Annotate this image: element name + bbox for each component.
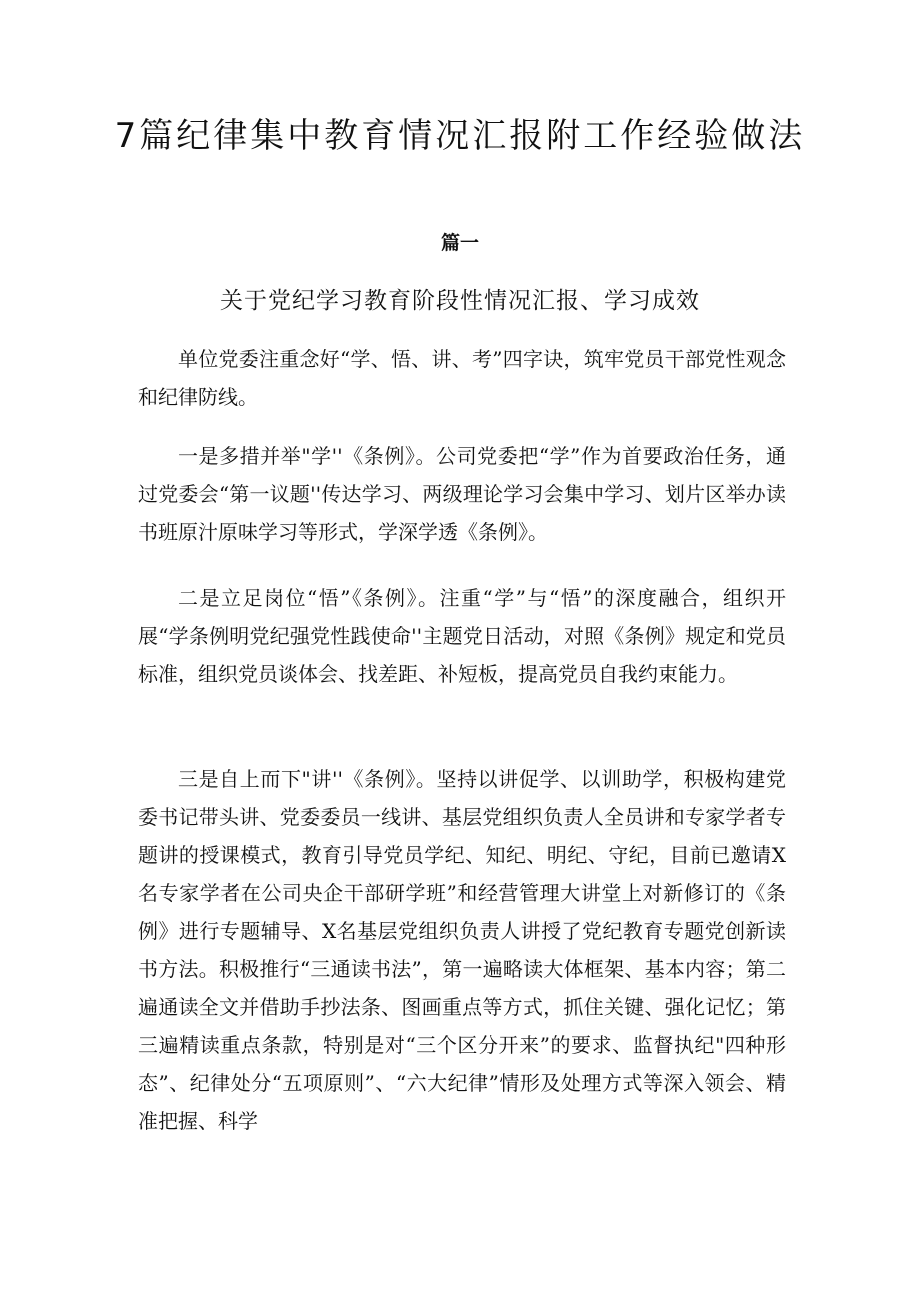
chapter-heading: 篇一 (440, 232, 479, 254)
section-subtitle: 关于党纪学习教育阶段性情况汇报、学习成效 (220, 288, 700, 314)
paragraph-intro: 单位党委注重念好“学、悟、讲、考”四字诀，筑牢党员干部党性观念和纪律防线。 (138, 347, 786, 409)
paragraph-understand: 二是立足岗位“悟”《条例》。注重“学”与“悟”的深度融合，组织开展“学条例明党纪强党性践使命''主题党日活动，对照《条例》规定和党员标准，组织党员谈体会、找差距、补短板，提高党员自我约束能力。 (138, 586, 786, 686)
paragraph-lecture: 三是自上而下"讲''《条例》。坚持以讲促学、以训助学，积极构建党委书记带头讲、党委委员一线讲、基层党组织负责人全员讲和专家学者专题讲的授课模式，教育引导党员学纪、知纪、明纪、守纪，目前已邀请X名专家学者在公司央企干部研学班”和经营管理大讲堂上对新修订的《条例》进行专题辅导、X名基层党组织负责人讲授了党纪教育专题党创新读书方法。积极推行“三通读书法”，第一遍略读大体框架、基本内容；第二遍通读全文并借助手抄法条、图画重点等方式，抓住关键、强化记忆；第三遍精读重点条款，特别是对“三个区分开来”的要求、监督执纪"四种形态”、纪律处分“五项原则”、“六大纪律”情形及处理方式等深入领会、精准把握、科学 (138, 767, 786, 1133)
paragraph-study: 一是多措并举"学''《条例》。公司党委把“学”作为首要政治任务，通过党委会“第一议题''传达学习、两级理论学习会集中学习、划片区举办读书班原汁原味学习等形式，学深学透《条例》。 (138, 444, 786, 544)
document-title: 7篇纪律集中教育情况汇报附工作经验做法 (114, 116, 806, 156)
